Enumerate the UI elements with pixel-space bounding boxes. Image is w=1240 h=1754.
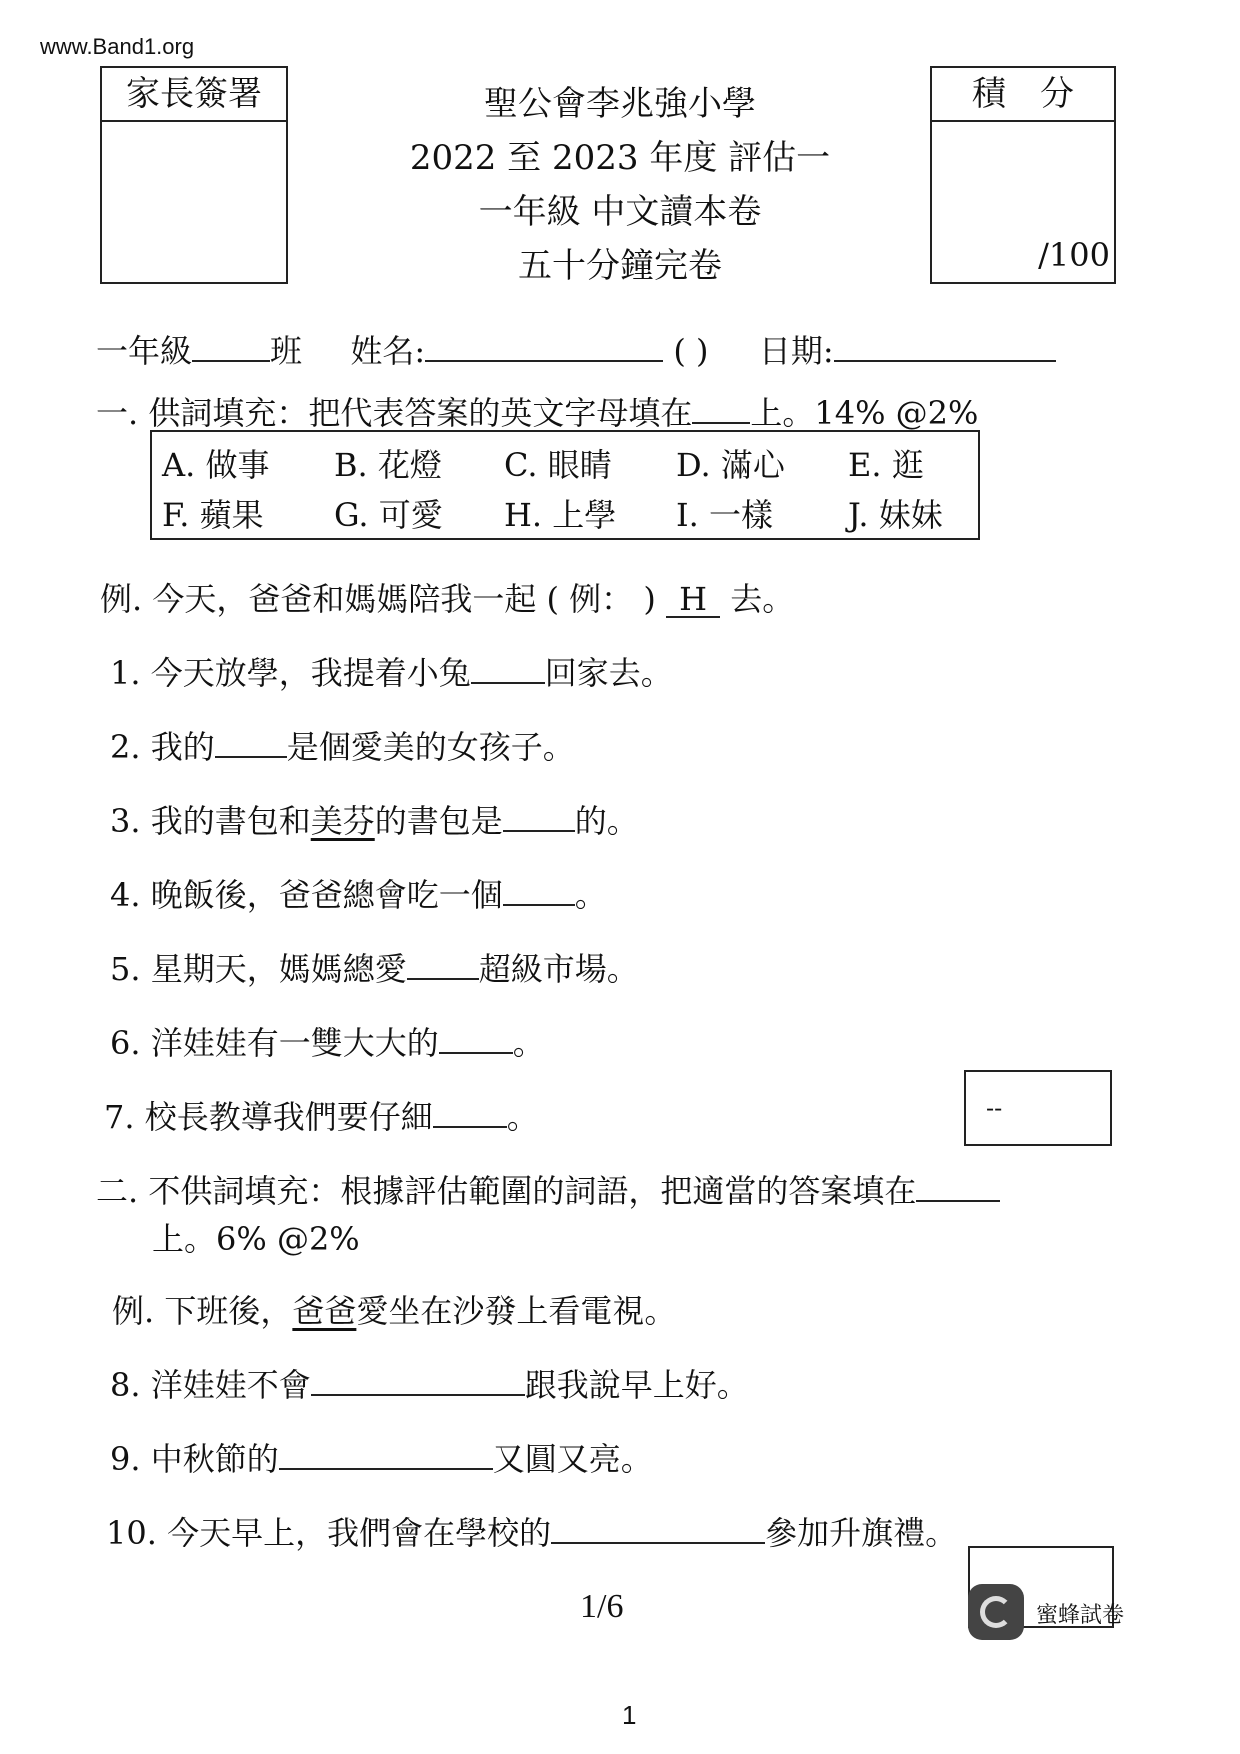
page-number: 1/6 <box>580 1588 624 1625</box>
word-i: I. 一樣 <box>676 496 773 534</box>
student-info-line <box>96 326 1056 372</box>
word-h: H. 上學 <box>504 496 617 534</box>
question-9 <box>110 1434 653 1480</box>
grade-subject: 一年級 中文讀本卷 <box>478 192 762 232</box>
question-10-text: 10. 今天早上，我們會在學校的 <box>106 1514 552 1552</box>
site-url: www.Band1.org <box>40 34 195 59</box>
exam-duration: 五十分鐘完卷 <box>518 246 722 286</box>
question-4-blank[interactable] <box>503 874 575 906</box>
section1-mark-value: -- <box>986 1094 1003 1122</box>
section1-heading-marks: 上。14% @2% <box>750 394 979 432</box>
question-8-text: 8. 洋娃娃不會 <box>110 1366 311 1404</box>
score-box <box>930 66 1116 284</box>
section2-example-answer: 爸爸 <box>292 1292 357 1330</box>
question-3-blank[interactable] <box>503 800 575 832</box>
question-8 <box>110 1360 749 1406</box>
question-5 <box>110 944 639 990</box>
section2-heading-cont: 上。6% @2% <box>152 1220 360 1258</box>
question-10-blank[interactable] <box>551 1512 765 1544</box>
question-7-text: 7. 校長教導我們要仔細 <box>104 1098 433 1136</box>
school-year: 2022 至 2023 年度 評估一 <box>409 138 831 178</box>
class-blank[interactable] <box>192 330 270 362</box>
date-label: 日期: <box>758 332 834 370</box>
example-text: 例. 今天，爸爸和媽媽陪我一起 ( 例： ) <box>100 580 656 618</box>
section1-heading <box>96 388 978 434</box>
section1-mark-box <box>964 1070 1112 1146</box>
question-2 <box>110 722 575 768</box>
question-8-text-end: 跟我說早上好。 <box>524 1366 749 1404</box>
example-answer: H <box>666 582 720 618</box>
word-j: J. 妹妹 <box>848 496 943 534</box>
question-2-text: 2. 我的 <box>110 728 215 766</box>
section2-heading-text: 二. 不供詞填充：根據評估範圍的詞語，把適當的答案填在 <box>96 1172 917 1210</box>
question-6-text: 6. 洋娃娃有一雙大大的 <box>110 1024 439 1062</box>
question-7-text-end: 。 <box>506 1098 539 1136</box>
question-10-text-end: 參加升旗禮。 <box>765 1514 958 1552</box>
bee-paper-logo-icon <box>968 1584 1024 1640</box>
question-8-blank[interactable] <box>311 1364 525 1396</box>
question-3-text: 3. 我的書包和 <box>110 802 311 840</box>
bee-paper-logo-text: 蜜蜂試卷 <box>1036 1602 1125 1627</box>
question-6 <box>110 1018 545 1064</box>
question-9-text: 9. 中秋節的 <box>110 1440 279 1478</box>
date-blank[interactable] <box>834 330 1056 362</box>
name-blank[interactable] <box>425 330 663 362</box>
word-b: B. 花燈 <box>334 446 442 484</box>
question-9-blank[interactable] <box>279 1438 493 1470</box>
section1-heading-blank <box>692 392 750 424</box>
grade-label: 一年級 <box>96 332 193 370</box>
section1-example <box>100 574 794 620</box>
question-3-text-end: 的。 <box>574 802 639 840</box>
score-total: /100 <box>1038 236 1110 274</box>
question-6-blank[interactable] <box>439 1022 513 1054</box>
question-1-text-end: 回家去。 <box>544 654 673 692</box>
section2-example-text: 例. 下班後， <box>112 1292 293 1330</box>
question-10 <box>106 1508 957 1554</box>
parent-signature-label: 家長簽署 <box>102 68 286 122</box>
section2-example-text-end: 愛坐在沙發上看電視。 <box>356 1292 677 1330</box>
question-1-blank[interactable] <box>471 652 545 684</box>
class-number-paren[interactable]: ( ) <box>673 332 709 370</box>
question-3-underlined-name: 美芬 <box>310 802 375 840</box>
question-2-blank[interactable] <box>215 726 287 758</box>
question-2-text-end: 是個愛美的女孩子。 <box>286 728 575 766</box>
footer-page-number: 1 <box>622 1700 637 1730</box>
question-5-text-end: 超級市場。 <box>478 950 639 988</box>
question-3-text-mid: 的書包是 <box>374 802 503 840</box>
class-label: 班 <box>270 332 303 370</box>
question-4-text: 4. 晚飯後，爸爸總會吃一個 <box>110 876 503 914</box>
question-4 <box>110 870 607 916</box>
question-7 <box>104 1092 539 1138</box>
question-7-blank[interactable] <box>433 1096 507 1128</box>
school-name: 聖公會李兆強小學 <box>484 84 756 124</box>
word-a: A. 做事 <box>162 446 270 484</box>
question-3 <box>110 796 639 842</box>
question-5-text: 5. 星期天，媽媽總愛 <box>110 950 407 988</box>
question-1 <box>110 648 673 694</box>
parent-signature-box <box>100 66 288 284</box>
section2-heading-blank <box>916 1170 1000 1202</box>
question-4-text-end: 。 <box>574 876 607 914</box>
question-9-text-end: 又圓又亮。 <box>492 1440 653 1478</box>
word-c: C. 眼睛 <box>504 446 612 484</box>
name-label: 姓名: <box>350 332 426 370</box>
word-d: D. 滿心 <box>676 446 785 484</box>
word-g: G. 可愛 <box>334 496 443 534</box>
section2-heading <box>96 1166 1000 1212</box>
word-e: E. 逛 <box>848 446 924 484</box>
score-label: 積 分 <box>932 68 1114 122</box>
question-6-text-end: 。 <box>512 1024 545 1062</box>
section1-heading-text: 一. 供詞填充：把代表答案的英文字母填在 <box>96 394 693 432</box>
word-f: F. 蘋果 <box>162 496 264 534</box>
word-bank <box>150 430 980 540</box>
section2-example <box>112 1286 676 1332</box>
question-1-text: 1. 今天放學，我提着小兔 <box>110 654 471 692</box>
example-text-end: 去。 <box>730 580 795 618</box>
question-5-blank[interactable] <box>407 948 479 980</box>
